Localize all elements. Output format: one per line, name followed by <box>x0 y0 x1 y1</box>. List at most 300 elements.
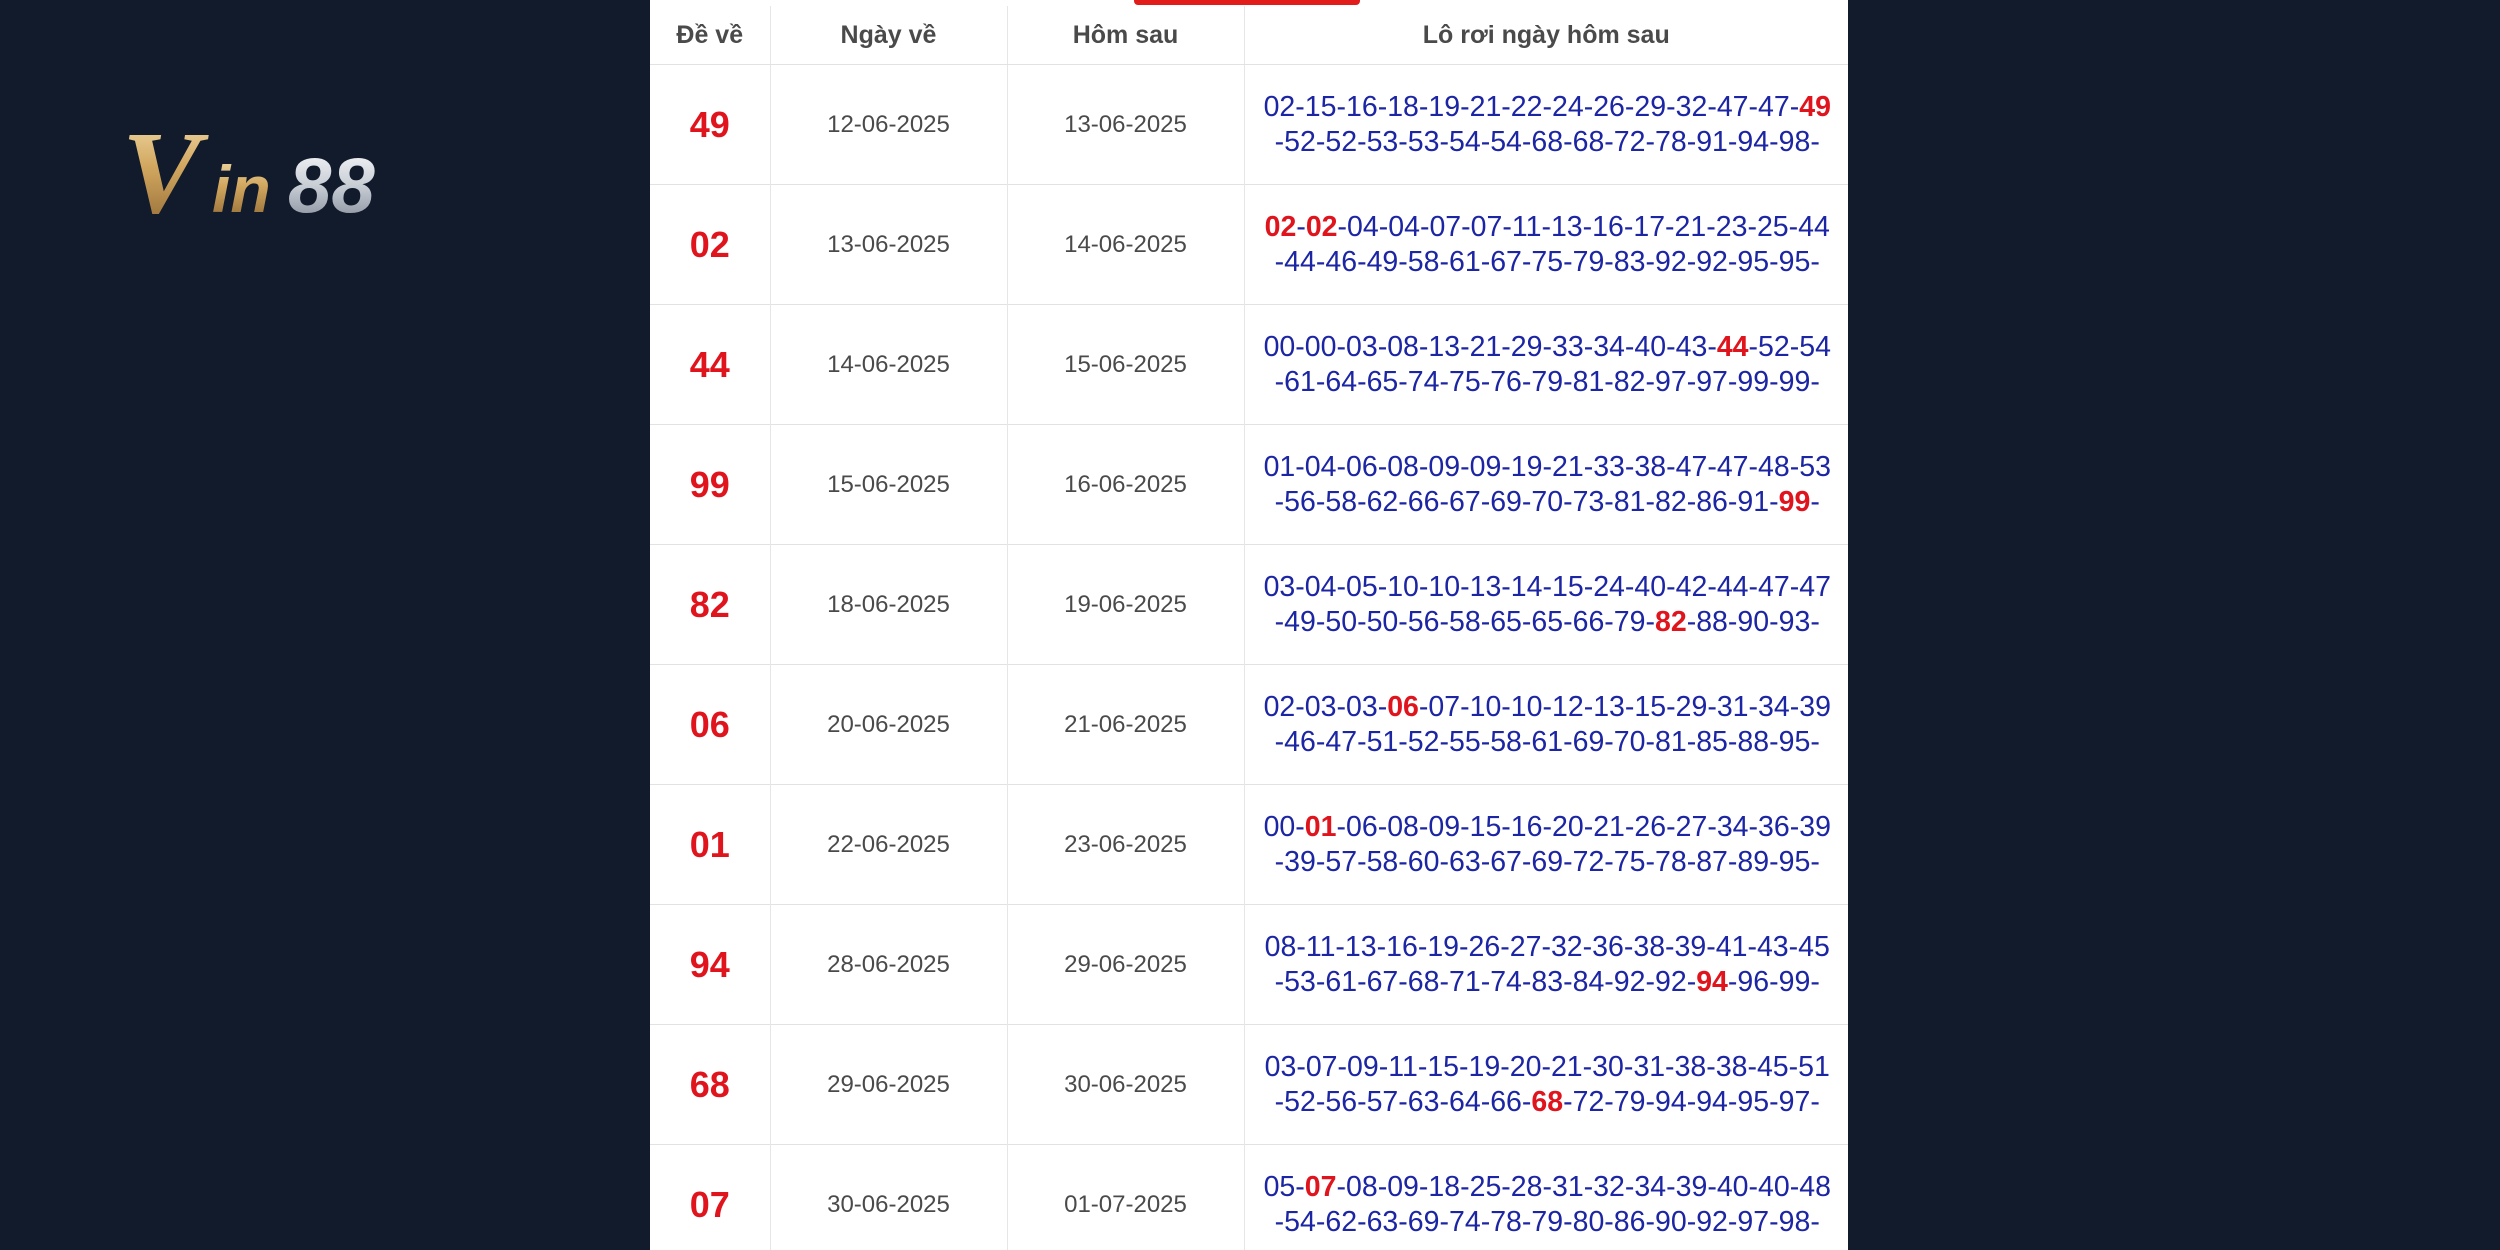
lo-number: 47 <box>1325 725 1358 758</box>
lo-number: 13 <box>1469 570 1502 603</box>
lo-number: 87 <box>1696 845 1728 878</box>
lo-number: 29 <box>1510 330 1543 363</box>
lo-number: 94 <box>1655 1085 1687 1118</box>
lo-number: 65 <box>1366 365 1399 398</box>
lo-number: 61 <box>1531 725 1564 758</box>
de-ve-value: 44 <box>650 305 770 425</box>
lo-number: 52 <box>1284 1085 1316 1118</box>
hom-sau-date: 23-06-2025 <box>1007 785 1244 905</box>
lo-number: 74 <box>1407 365 1440 398</box>
lo-number: 58 <box>1366 845 1399 878</box>
lo-number: 86 <box>1613 1205 1646 1238</box>
lo-number: 50 <box>1325 605 1358 638</box>
lo-number: 54 <box>1284 1205 1316 1238</box>
lo-roi-list: 02-15-16-18-19-21-22-24-26-29-32-47-47-49-52-52-53-53-54-54-68-68-72-78-91-94-98- <box>1244 65 1848 185</box>
lo-number: 36 <box>1758 810 1790 843</box>
lo-number: 18 <box>1428 1170 1461 1203</box>
active-tab-indicator <box>1134 0 1360 5</box>
lo-number: 25 <box>1756 210 1789 243</box>
lo-number: 79 <box>1531 1205 1564 1238</box>
lo-number: 09 <box>1469 450 1502 483</box>
lo-number: 10 <box>1469 690 1502 723</box>
lo-roi-list: 02-03-03-06-07-10-10-12-13-15-29-31-34-39-46-47-51-52-55-58-61-69-70-81-85-88-95- <box>1244 665 1848 785</box>
ngay-ve-date: 13-06-2025 <box>770 185 1007 305</box>
lo-number: 66 <box>1572 605 1605 638</box>
lo-number: 46 <box>1284 725 1316 758</box>
lo-number: 54 <box>1448 125 1481 158</box>
lo-number: 15 <box>1469 810 1502 843</box>
lo-number: 93 <box>1778 605 1811 638</box>
lo-number: 68 <box>1572 125 1605 158</box>
lo-number: 94 <box>1696 1085 1728 1118</box>
lo-number: 06 <box>1345 810 1378 843</box>
lo-number: 88 <box>1737 725 1770 758</box>
lo-number: 40 <box>1634 330 1667 363</box>
lo-number: 61 <box>1325 965 1358 998</box>
lo-number: 58 <box>1448 605 1481 638</box>
lo-number: 71 <box>1448 965 1481 998</box>
lo-number: 08 <box>1345 1170 1378 1203</box>
lo-number: 79 <box>1613 1085 1646 1118</box>
lo-number: 85 <box>1696 725 1728 758</box>
lo-number: 48 <box>1758 450 1790 483</box>
lo-number: 92 <box>1696 1205 1728 1238</box>
lo-number: 82 <box>1655 485 1687 518</box>
lo-number: 31 <box>1552 1170 1584 1203</box>
ngay-ve-date: 20-06-2025 <box>770 665 1007 785</box>
lo-number: 51 <box>1798 1050 1830 1083</box>
table-row <box>650 545 1848 665</box>
lo-number: 49 <box>1366 245 1399 278</box>
lo-number: 02 <box>1263 90 1296 123</box>
lo-number: 99 <box>1778 965 1811 998</box>
lo-number: 62 <box>1325 1205 1358 1238</box>
lo-number: 45 <box>1756 1050 1789 1083</box>
lo-number: 01 <box>1263 450 1296 483</box>
header-de-ve: Đề về <box>650 6 770 65</box>
table-row <box>650 305 1848 425</box>
lo-number: 43 <box>1756 930 1789 963</box>
lo-number: 47 <box>1799 570 1831 603</box>
lo-number: 53 <box>1407 125 1440 158</box>
lo-number: 90 <box>1737 605 1770 638</box>
lo-number: 98 <box>1778 125 1811 158</box>
lo-number: 48 <box>1799 1170 1831 1203</box>
de-ve-value: 49 <box>650 65 770 185</box>
lo-number: 08 <box>1387 810 1419 843</box>
lo-number: 65 <box>1531 605 1564 638</box>
lo-number: 47 <box>1758 90 1790 123</box>
lo-number: 19 <box>1428 90 1461 123</box>
lo-number: 10 <box>1387 570 1419 603</box>
hom-sau-date: 30-06-2025 <box>1007 1025 1244 1145</box>
lo-number: 38 <box>1634 450 1667 483</box>
lo-number: 79 <box>1613 605 1646 638</box>
lo-number: 38 <box>1715 1050 1748 1083</box>
lo-number: 66 <box>1407 485 1440 518</box>
lo-number: 40 <box>1634 570 1667 603</box>
lo-number: 67 <box>1448 485 1481 518</box>
de-ve-value: 68 <box>650 1025 770 1145</box>
lo-number: 79 <box>1572 245 1605 278</box>
lo-number: 47 <box>1758 570 1790 603</box>
lo-number: 56 <box>1284 485 1316 518</box>
lo-number: 47 <box>1716 450 1749 483</box>
lo-number: 55 <box>1448 725 1481 758</box>
lo-number: 38 <box>1633 930 1666 963</box>
lo-number: 73 <box>1572 485 1605 518</box>
lo-number: 57 <box>1325 845 1358 878</box>
header-lo-roi: Lô rơi ngày hôm sau <box>1244 6 1848 65</box>
lo-number: 90 <box>1655 1205 1687 1238</box>
lo-number: 53 <box>1284 965 1316 998</box>
ngay-ve-date: 30-06-2025 <box>770 1145 1007 1250</box>
lo-number: 98 <box>1778 1205 1811 1238</box>
ngay-ve-date: 12-06-2025 <box>770 65 1007 185</box>
de-ve-value: 01 <box>650 785 770 905</box>
results-panel <box>650 0 1848 1250</box>
lo-number: 13 <box>1550 210 1583 243</box>
lo-number: 24 <box>1552 90 1584 123</box>
lo-number: 63 <box>1448 845 1481 878</box>
lo-number: 72 <box>1572 1085 1605 1118</box>
header-hom-sau: Hôm sau <box>1007 6 1244 65</box>
lo-number: 72 <box>1613 125 1646 158</box>
lo-number: 16 <box>1386 930 1418 963</box>
lo-number: 00 <box>1263 810 1296 843</box>
lo-number: 23 <box>1715 210 1748 243</box>
lo-number: 75 <box>1448 365 1481 398</box>
lo-number: 39 <box>1799 690 1831 723</box>
lo-number: 13 <box>1344 930 1377 963</box>
lo-number: 96 <box>1737 965 1770 998</box>
lo-number: 95 <box>1737 1085 1770 1118</box>
lo-number: 05 <box>1345 570 1378 603</box>
lo-number: 78 <box>1655 125 1687 158</box>
lo-number: 69 <box>1531 845 1564 878</box>
lo-number: 32 <box>1550 930 1583 963</box>
lo-number: 04 <box>1304 570 1337 603</box>
lo-number: 07 <box>1429 210 1462 243</box>
lo-number: 53 <box>1799 450 1831 483</box>
lo-number: 92 <box>1613 965 1646 998</box>
lo-number: 97 <box>1655 365 1687 398</box>
table-header-row <box>650 6 1848 65</box>
lo-number: 33 <box>1593 450 1625 483</box>
lo-number: 18 <box>1387 90 1419 123</box>
lo-number: 15 <box>1427 1050 1460 1083</box>
lo-number: 79 <box>1531 365 1564 398</box>
lo-number: 51 <box>1366 725 1399 758</box>
hom-sau-date: 13-06-2025 <box>1007 65 1244 185</box>
vin88-logo-image <box>120 110 490 240</box>
lo-number: 03 <box>1345 330 1378 363</box>
lo-number: 53 <box>1366 125 1399 158</box>
lo-number: 39 <box>1674 930 1707 963</box>
lo-roi-table <box>650 6 1848 1250</box>
lo-number: 70 <box>1531 485 1564 518</box>
lo-number: 65 <box>1490 605 1522 638</box>
lo-number: 16 <box>1592 210 1624 243</box>
lo-number-hit: 06 <box>1387 690 1419 723</box>
lo-number: 57 <box>1366 1085 1399 1118</box>
lo-number: 11 <box>1305 930 1336 963</box>
hom-sau-date: 19-06-2025 <box>1007 545 1244 665</box>
lo-number: 03 <box>1345 690 1378 723</box>
lo-number: 62 <box>1366 485 1399 518</box>
table-row <box>650 785 1848 905</box>
lo-number: 69 <box>1490 485 1522 518</box>
lo-number: 03 <box>1263 570 1296 603</box>
lo-number: 06 <box>1345 450 1378 483</box>
lo-number: 21 <box>1674 210 1707 243</box>
lo-number: 78 <box>1655 845 1687 878</box>
lo-number: 39 <box>1675 1170 1708 1203</box>
lo-number: 58 <box>1407 245 1440 278</box>
lo-number-hit: 82 <box>1655 605 1687 638</box>
ngay-ve-date: 29-06-2025 <box>770 1025 1007 1145</box>
lo-number: 04 <box>1388 210 1420 243</box>
lo-number-hit: 94 <box>1696 965 1728 998</box>
lo-number: 09 <box>1387 1170 1419 1203</box>
header-ngay-ve: Ngày về <box>770 6 1007 65</box>
lo-roi-list: 05-07-08-09-18-25-28-31-32-34-39-40-40-48-54-62-63-69-74-78-79-80-86-90-92-97-98- <box>1244 1145 1848 1250</box>
lo-number: 63 <box>1366 1205 1399 1238</box>
table-row <box>650 425 1848 545</box>
lo-number: 17 <box>1633 210 1666 243</box>
lo-number: 47 <box>1675 450 1708 483</box>
lo-number: 31 <box>1716 690 1749 723</box>
lo-number: 19 <box>1510 450 1543 483</box>
lo-number: 67 <box>1366 965 1399 998</box>
lo-number: 74 <box>1490 965 1522 998</box>
lo-number: 36 <box>1592 930 1624 963</box>
lo-roi-list: 00-00-03-08-13-21-29-33-34-40-43-44-52-54-61-64-65-74-75-76-79-81-82-97-97-99-99- <box>1244 305 1848 425</box>
lo-number: 14 <box>1510 570 1543 603</box>
lo-number: 68 <box>1531 125 1564 158</box>
hom-sau-date: 15-06-2025 <box>1007 305 1244 425</box>
hom-sau-date: 29-06-2025 <box>1007 905 1244 1025</box>
lo-number: 92 <box>1696 245 1728 278</box>
hom-sau-date: 16-06-2025 <box>1007 425 1244 545</box>
lo-number: 54 <box>1799 330 1831 363</box>
lo-number: 63 <box>1407 1085 1440 1118</box>
logo-in: in <box>212 152 271 226</box>
lo-number: 34 <box>1716 810 1749 843</box>
table-row <box>650 665 1848 785</box>
lo-number: 50 <box>1366 605 1399 638</box>
lo-number: 42 <box>1675 570 1708 603</box>
lo-number: 30 <box>1592 1050 1624 1083</box>
lo-number: 32 <box>1675 90 1708 123</box>
lo-number: 76 <box>1490 365 1522 398</box>
lo-number: 91 <box>1737 485 1770 518</box>
lo-number-hit: 49 <box>1799 90 1831 123</box>
lo-number: 86 <box>1696 485 1728 518</box>
de-ve-value: 82 <box>650 545 770 665</box>
lo-number: 52 <box>1284 125 1316 158</box>
lo-number: 34 <box>1634 1170 1667 1203</box>
ngay-ve-date: 14-06-2025 <box>770 305 1007 425</box>
lo-number: 84 <box>1572 965 1605 998</box>
lo-number-hit: 68 <box>1531 1085 1564 1118</box>
lo-number: 21 <box>1469 330 1502 363</box>
ngay-ve-date: 15-06-2025 <box>770 425 1007 545</box>
lo-number: 81 <box>1655 725 1687 758</box>
lo-number: 22 <box>1510 90 1543 123</box>
lo-number: 24 <box>1593 570 1625 603</box>
lo-number: 39 <box>1284 845 1316 878</box>
lo-number: 08 <box>1387 450 1419 483</box>
lo-number: 09 <box>1428 810 1461 843</box>
lo-number: 52 <box>1325 125 1358 158</box>
lo-number: 10 <box>1510 690 1543 723</box>
lo-number: 10 <box>1428 570 1461 603</box>
lo-roi-list: 01-04-06-08-09-09-19-21-33-38-47-47-48-53-56-58-62-66-67-69-70-73-81-82-86-91-99- <box>1244 425 1848 545</box>
lo-number: 19 <box>1468 1050 1501 1083</box>
lo-number: 38 <box>1674 1050 1707 1083</box>
lo-number: 64 <box>1448 1085 1481 1118</box>
lo-number: 83 <box>1613 245 1646 278</box>
lo-number-hit: 02 <box>1264 210 1297 243</box>
lo-number: 03 <box>1304 690 1337 723</box>
lo-number: 54 <box>1490 125 1522 158</box>
lo-number: 99 <box>1778 365 1811 398</box>
lo-number: 78 <box>1490 1205 1522 1238</box>
de-ve-value: 07 <box>650 1145 770 1250</box>
hom-sau-date: 21-06-2025 <box>1007 665 1244 785</box>
lo-number: 04 <box>1304 450 1337 483</box>
lo-roi-list: 03-04-05-10-10-13-14-15-24-40-42-44-47-47-49-50-50-56-58-65-65-66-79-82-88-90-93- <box>1244 545 1848 665</box>
lo-number: 29 <box>1675 690 1708 723</box>
lo-number: 43 <box>1675 330 1708 363</box>
lo-number: 00 <box>1263 330 1296 363</box>
lo-number: 60 <box>1407 845 1440 878</box>
lo-number: 52 <box>1407 725 1440 758</box>
lo-number: 03 <box>1264 1050 1297 1083</box>
lo-number: 34 <box>1758 690 1790 723</box>
lo-number: 26 <box>1634 810 1667 843</box>
lo-number: 21 <box>1469 90 1502 123</box>
lo-number: 16 <box>1510 810 1543 843</box>
lo-roi-list: 03-07-09-11-15-19-20-21-30-31-38-38-45-51-52-56-57-63-64-66-68-72-79-94-94-95-97- <box>1244 1025 1848 1145</box>
lo-number: 67 <box>1490 245 1522 278</box>
lo-number: 66 <box>1490 1085 1522 1118</box>
lo-number: 61 <box>1448 245 1481 278</box>
lo-number: 56 <box>1325 1085 1358 1118</box>
lo-number: 34 <box>1593 330 1625 363</box>
logo-v: V <box>122 110 201 238</box>
lo-number: 44 <box>1716 570 1749 603</box>
de-ve-value: 99 <box>650 425 770 545</box>
lo-number: 16 <box>1345 90 1378 123</box>
de-ve-value: 06 <box>650 665 770 785</box>
lo-number: 52 <box>1758 330 1790 363</box>
lo-number: 83 <box>1531 965 1564 998</box>
vin88-logo <box>120 110 490 240</box>
de-ve-value: 02 <box>650 185 770 305</box>
lo-number: 07 <box>1428 690 1461 723</box>
lo-number: 05 <box>1263 1170 1296 1203</box>
logo-88: 88 <box>288 141 375 229</box>
lo-number: 33 <box>1552 330 1584 363</box>
lo-number: 21 <box>1550 1050 1583 1083</box>
lo-number: 04 <box>1347 210 1379 243</box>
lo-number: 15 <box>1552 570 1584 603</box>
lo-number-hit: 99 <box>1778 485 1811 518</box>
lo-roi-list: 00-01-06-08-09-15-16-20-21-26-27-34-36-39-39-57-58-60-63-67-69-72-75-78-87-89-95- <box>1244 785 1848 905</box>
lo-number: 80 <box>1572 1205 1605 1238</box>
lo-number: 11 <box>1511 210 1542 243</box>
lo-roi-list: 08-11-13-16-19-26-27-32-36-38-39-41-43-45-53-61-67-68-71-74-83-84-92-92-94-96-99- <box>1244 905 1848 1025</box>
lo-number: 15 <box>1304 90 1337 123</box>
lo-number: 95 <box>1778 245 1811 278</box>
lo-number: 08 <box>1264 930 1297 963</box>
ngay-ve-date: 28-06-2025 <box>770 905 1007 1025</box>
lo-number: 81 <box>1613 485 1646 518</box>
de-ve-value: 94 <box>650 905 770 1025</box>
hom-sau-date: 01-07-2025 <box>1007 1145 1244 1250</box>
lo-number: 70 <box>1613 725 1646 758</box>
lo-number: 00 <box>1304 330 1337 363</box>
lo-number: 07 <box>1470 210 1503 243</box>
table-row <box>650 1025 1848 1145</box>
table-row <box>650 1145 1848 1250</box>
lo-number: 68 <box>1407 965 1440 998</box>
lo-number: 74 <box>1448 1205 1481 1238</box>
lo-number: 21 <box>1593 810 1625 843</box>
lo-number: 08 <box>1387 330 1419 363</box>
ngay-ve-date: 18-06-2025 <box>770 545 1007 665</box>
lo-number: 95 <box>1778 725 1811 758</box>
lo-number: 28 <box>1510 1170 1543 1203</box>
lo-number: 26 <box>1468 930 1501 963</box>
ngay-ve-date: 22-06-2025 <box>770 785 1007 905</box>
lo-number: 20 <box>1552 810 1584 843</box>
table-row <box>650 185 1848 305</box>
lo-number: 92 <box>1655 965 1687 998</box>
lo-number: 26 <box>1593 90 1625 123</box>
lo-number: 67 <box>1490 845 1522 878</box>
lo-number: 07 <box>1305 1050 1338 1083</box>
lo-number-hit: 07 <box>1304 1170 1337 1203</box>
lo-number: 40 <box>1758 1170 1790 1203</box>
table-row <box>650 905 1848 1025</box>
lo-number: 92 <box>1655 245 1687 278</box>
lo-number: 31 <box>1633 1050 1666 1083</box>
lo-number: 21 <box>1552 450 1584 483</box>
lo-number: 27 <box>1675 810 1708 843</box>
lo-number: 39 <box>1799 810 1831 843</box>
lo-number: 72 <box>1572 845 1605 878</box>
lo-number: 64 <box>1325 365 1358 398</box>
lo-number: 69 <box>1407 1205 1440 1238</box>
lo-number: 02 <box>1263 690 1296 723</box>
lo-number: 41 <box>1715 930 1748 963</box>
lo-number: 82 <box>1613 365 1646 398</box>
lo-number: 94 <box>1737 125 1770 158</box>
lo-number: 40 <box>1716 1170 1749 1203</box>
lo-number: 69 <box>1572 725 1605 758</box>
lo-number: 13 <box>1428 330 1461 363</box>
hom-sau-date: 14-06-2025 <box>1007 185 1244 305</box>
lo-number-hit: 02 <box>1305 210 1338 243</box>
lo-number: 47 <box>1716 90 1749 123</box>
lo-number: 75 <box>1531 245 1564 278</box>
lo-number: 15 <box>1634 690 1667 723</box>
lo-number: 27 <box>1509 930 1542 963</box>
lo-number: 44 <box>1284 245 1316 278</box>
